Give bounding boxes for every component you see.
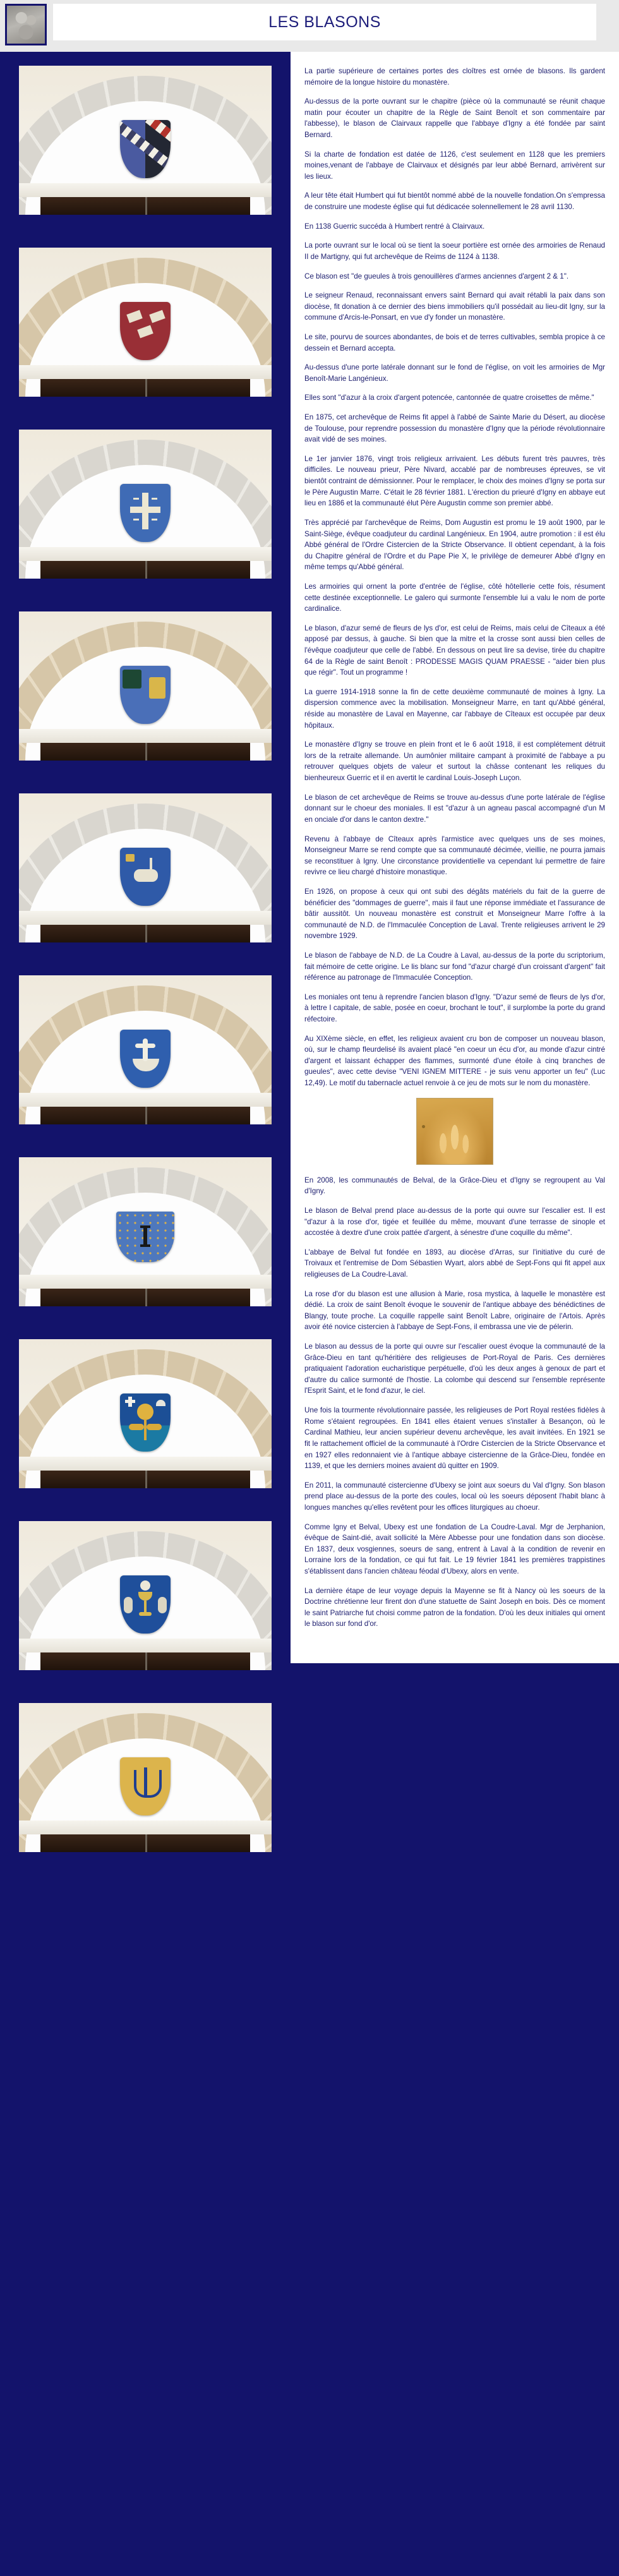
article-paragraph: Ce blason est "de gueules à trois genouillères d'armes anciennes d'argent 2 & 1".	[304, 272, 569, 280]
article-paragraph: En 2011, la communauté cistercienne d'Ubexy se joint aux soeurs du Val d'Igny. Son blason prend place au-dessus de la porte des coules, local où les soeurs déposent l'habit blanc à longues manches qu'elles revêtent pour les offices liturgiques au choeur.	[304, 1481, 605, 1512]
article-paragraph: Le blason de Belval prend place au-dessus de la porte qui ouvre sur l'escalier est. Il est "d'azur à la rose d'or, tigée et feuillée du même, mouvant d'une terrasse de sinople et accostée à dextre d'une croix pattée d'argent, à sénestre d'une coquille du même".	[304, 1206, 605, 1237]
article-paragraph: Comme Igny et Belval, Ubexy est une fondation de La Coudre-Laval. Mgr de Jerphanion, évêque de Saint-dié, avait sollicité la Mère Abbesse pour une fondation dans son diocèse. En 1837, deux vosgiennes, soeurs de sang, entrent à Laval à la condition de revenir en Lorraine lors de la fondation, ce qui fut fait. Le 19 février 1841 les premières trappistines s'établissent dans l'ancien château féodal d'Ubexy, alors en vente.	[304, 1522, 605, 1575]
door-lintel	[19, 365, 272, 379]
photo-blason-porte-cardinalice	[19, 611, 272, 761]
photo-blason-belval	[19, 1339, 272, 1488]
photo-blason-grace-dieu	[19, 1521, 272, 1670]
article-paragraph: Au XIXème siècle, en effet, les religieux avaient cru bon de composer un nouveau blason, où, sur le champ fleurdelisé ils avaient placé "en coeur un écu d'or, au monde d'azur cintré d'argent et laissant échapper des flammes, surmonté d'une étoile à cinq branches de gueules", avec cette devise "VENI IGNEM MITTERE - je suis venu apporter un feu" (Luc 12,49). Le motif du tabernacle actuel renvoie à ce jeu de mots sur le nom du monastère.	[304, 1034, 605, 1088]
article-paragraph: Au-dessus d'une porte latérale donnant sur le fond de l'église, on voit les armoiries de Mgr Benoît-Marie Langénieux.	[304, 363, 605, 383]
article-paragraph: Le 1er janvier 1876, vingt trois religieux arrivaient. Les débuts furent très pauvres, très difficiles. Le nouveau prieur, Père Nivard, accablé par de nombreuses épreuves, se vit bientôt contraint de démissionner. Pour le remplacer, le choix des moines d'Igny se porta sur le Père Augustin Marre. C'était le 28 février 1881. L'érection du prieuré d'Igny en abbaye eut lieu en 1886 et la communauté élut Père Augustin comme son premier abbé.	[304, 454, 605, 508]
doorway	[40, 1107, 250, 1124]
photo-blason-la-coudre	[19, 975, 272, 1124]
page-title-box	[53, 4, 596, 40]
article-paragraph: Si la charte de fondation est datée de 1126, c'est seulement en 1128 que les premiers moines,venant de l'abbaye de Clairvaux et désignés par leur abbé Bernard, arrivèrent sur les lieux.	[304, 150, 605, 181]
doorway	[40, 1289, 250, 1306]
article-paragraph: Revenu à l'abbaye de Cîteaux après l'armistice avec quelques uns de ses moines, Monseigneur Marre se rend compte que sa communauté décimée, vieillie, ne pourra jamais se reconstituer à Igny. Une circonstance providentielle va cependant lui permettre de faire revivre ce lieu chargé d'histoire monastique.	[304, 834, 605, 877]
article-paragraph: En 1875, cet archevêque de Reims fit appel à l'abbé de Sainte Marie du Désert, au diocèse de Toulouse, pour reprendre possession du monastère d'Igny que la période révolutionnaire avait vidé de ses moines.	[304, 413, 605, 444]
article-column	[291, 52, 619, 1663]
article-paragraph: Au-dessus de la porte ouvrant sur le chapitre (pièce où la communauté se réunit chaque matin pour écouter un chapitre de la Règle de Saint Benoît et son commentaire par l'abbesse), le blason de Clairvaux rappelle que l'abbaye d'Igny a été fondée par saint Bernard.	[304, 97, 605, 140]
door-lintel	[19, 1457, 272, 1471]
shield-clairvaux	[120, 120, 171, 178]
doorway	[40, 1652, 250, 1670]
article-paragraph: Les moniales ont tenu à reprendre l'ancien blason d'Igny. "D'azur semé de fleurs de lys d'or, à lettre I capitale, de sable, posée en coeur, brochant le tout", il surplombe la porte du grand réfectoire.	[304, 992, 605, 1024]
article-paragraph: La rose d'or du blason est une allusion à Marie, rosa mystica, à laquelle le monastère est dédié. La croix de saint Benoît évoque le souvenir de l'antique abbaye des bénédictines de Blangy, toute proche. La coquille rappelle saint Benoît Labre, originaire de l'Artois. Après avoir été novice cistercien à l'abbaye de Sept-Fons, il embrassa une vie de pélerin.	[304, 1289, 605, 1332]
page-title: LES BLASONS	[268, 13, 381, 31]
article-paragraph: La partie supérieure de certaines portes des cloîtres est ornée de blasons. Ils gardent mémoire de la longue histoire du monastère.	[304, 67, 605, 87]
photo-blason-lucon	[19, 793, 272, 942]
article-paragraph: Une fois la tourmente révolutionnaire passée, les religieuses de Port Royal restées fidèles à Rome s'étaient regroupées. En 1841 elles étaient venues s'installer à Besançon, où le Cardinal Mathieu, leur ancien supérieur devenu archevêque, les avait invitées. En 1921 se fit le rattachement officiel de la communauté à l'Ordre Cistercien de la Stricte Observance et en 1927 elles redonnaient vie à l'antique abbaye cistercienne de la Grâce-Dieu, fondée en 1139, et que les derniers moines avaient dû quitter en 1909.	[304, 1406, 605, 1471]
article-paragraph: Le blason, d'azur semé de fleurs de lys d'or, est celui de Reims, mais celui de Cîteaux a été apposé par dessus, à gauche. Si bien que la mitre et la crosse sont aussi bien celles de l'évêque coadjuteur que celle de l'abbé. En dessous on peut lire sa devise, tirée du chapitre 64 de la Règle de saint Benoît : PRODESSE MAGIS QUAM PRAESSE - "aider bien plus que régir". Tout un programme !	[304, 623, 605, 677]
door-lintel	[19, 1093, 272, 1107]
door-lintel	[19, 1275, 272, 1289]
page-header	[0, 0, 619, 52]
doorway	[40, 561, 250, 579]
photo-blason-igny	[19, 1157, 272, 1306]
tabernacle-door-image	[416, 1098, 493, 1165]
article-paragraph: Le seigneur Renaud, reconnaissant envers saint Bernard qui avait rétabli la paix dans son diocèse, fit donation à ce dernier des biens immobiliers qu'il possédait au lieu-dit Igny, sur la commune d'Arcis-le-Ponsart, en vue d'y fonder un monastère.	[304, 291, 605, 322]
door-lintel	[19, 911, 272, 925]
article-paragraph: Le blason de cet archevêque de Reims se trouve au-dessus d'une porte latérale de l'église donnant sur le choeur des moniales. Il est "d'azur à un agneau pascal accompagné d'un M en onciale d'or dans le canton dextre."	[304, 793, 605, 824]
photo-blason-langenieux	[19, 430, 272, 579]
article-paragraph: Le blason de l'abbaye de N.D. de La Coudre à Laval, au-dessus de la porte du scriptorium, fait mémoire de cette origine. Le lis blanc sur fond "d'azur chargé d'un croissant d'argent" fait référence au patronage de l'Immaculée Conception.	[304, 951, 605, 982]
doorway	[40, 743, 250, 761]
stone-carving-thumbnail	[5, 4, 47, 45]
flame-motif	[434, 1115, 476, 1155]
photo-blason-ubexy	[19, 1703, 272, 1852]
photo-column	[0, 52, 291, 1869]
article-paragraph: Le blason au dessus de la porte qui ouvre sur l'escalier ouest évoque la communauté de la Grâce-Dieu en tant qu'héritière des religieuses de Port-Royal de Paris. Ces dernières pratiquaient l'adoration eucharistique perpétuelle, d'où les deux anges à genoux de part et d'autre du calice surmonté de l'hostie. La colombe qui descend sur l'ensemble représente l'Esprit Saint, et le fond d'azur, le ciel.	[304, 1342, 605, 1395]
door-lintel	[19, 183, 272, 197]
shield-igny	[116, 1212, 174, 1262]
photo-blason-renaud-ii	[19, 248, 272, 397]
article-paragraph: Elles sont "d'azur à la croix d'argent potencée, cantonnée de quatre croisettes de même."	[304, 394, 594, 402]
article-paragraph: La guerre 1914-1918 sonne la fin de cette deuxième communauté de moines à Igny. La dispersion commence avec la mobilisation. Monseigneur Marre, en tant qu'Abbé général, réside au monastère de Laval en Mayenne, car l'abbaye de Cîteaux est occupée par deux hôpitaux.	[304, 687, 605, 730]
photo-blason-clairvaux	[19, 66, 272, 215]
article-paragraph: Le site, pourvu de sources abondantes, de bois et de terres cultivables, sembla propice à ce dessein et Bernard accepta.	[304, 332, 605, 352]
article-paragraph: En 1138 Guerric succéda à Humbert rentré à Clairvaux.	[304, 222, 485, 231]
article-paragraph: La porte ouvrant sur le local où se tient la soeur portière est ornée des armoiries de Renaud II de Martigny, qui fut archevêque de Reims de 1124 à 1138.	[304, 241, 605, 261]
article-paragraph: A leur tête était Humbert qui fut bientôt nommé abbé de la nouvelle fondation.On s'empressa de construire une modeste église qui fut dédicacée solennellement le 28 avril 1130.	[304, 191, 605, 212]
page-body	[0, 52, 619, 1869]
door-lintel	[19, 547, 272, 561]
doorway	[40, 197, 250, 215]
article-paragraph: L'abbaye de Belval fut fondée en 1893, au diocèse d'Arras, sur l'initiative du curé de Troivaux et l'entremise de Dom Sébastien Wyart, alors abbé de Sept-Fons qui fit appel aux religieuses de La Coudre-Laval.	[304, 1248, 605, 1279]
article-paragraph: La dernière étape de leur voyage depuis la Mayenne se fit à Nancy où les soeurs de la Doctrine chrétienne leur firent don d'une statuette de Saint Joseph en bois. Dès ce moment le saint Patriarche fut choisi comme patron de la fondation. D'où les deux initiales qui ornent le blason sur fond d'or.	[304, 1586, 605, 1628]
door-lintel	[19, 1821, 272, 1834]
doorway	[40, 379, 250, 397]
doorway	[40, 1834, 250, 1852]
doorway	[40, 1471, 250, 1488]
article-paragraph: Le monastère d'Igny se trouve en plein front et le 6 août 1918, il est complétement détruit lors de la retraite allemande. Un aumônier militaire campant à proximité de l'abbaye a pu retrouver quelques objets de valeur et surtout la châsse contenant les reliques du bienheureux Guerric et il en avertit le cardinal Louis-Joseph Luçon.	[304, 740, 605, 783]
door-lintel	[19, 1639, 272, 1652]
doorway	[40, 925, 250, 942]
article-paragraph: En 2008, les communautés de Belval, de la Grâce-Dieu et d'Igny se regroupent au Val d'Igny.	[304, 1176, 605, 1196]
article-paragraph: En 1926, on propose à ceux qui ont subi des dégâts matériels du fait de la guerre de bénéficier des "dommages de guerre", mais il faut une réponse immédiate et l'assurance de bâtir aussitôt. Un nouveau monastère est construit et Monseigneur Marre l'offre à la communauté de N.D. de l'Immaculée Conception de Laval. Trente religieuses arrivent le 29 novembre 1929.	[304, 887, 605, 941]
article-paragraph: Très apprécié par l'archevêque de Reims, Dom Augustin est promu le 19 août 1900, par le Saint-Siège, évêque coadjuteur du cardinal Langénieux. En 1904, autre promotion : il est élu Abbé général de l'Ordre Cistercien de la Stricte Observance. Il obtient cependant, à la fois du Chapitre général de l'Ordre et du Pape Pie X, le privilège de demeurer Abbé d'Igny en même temps qu'Abbé général.	[304, 518, 605, 572]
article-paragraph: Les armoiries qui ornent la porte d'entrée de l'église, côté hôtellerie cette fois, résument cette destinée exceptionnelle. Le galero qui surmonte l'ensemble lui a valu le nom de porte cardinalice.	[304, 582, 605, 613]
door-lintel	[19, 729, 272, 743]
